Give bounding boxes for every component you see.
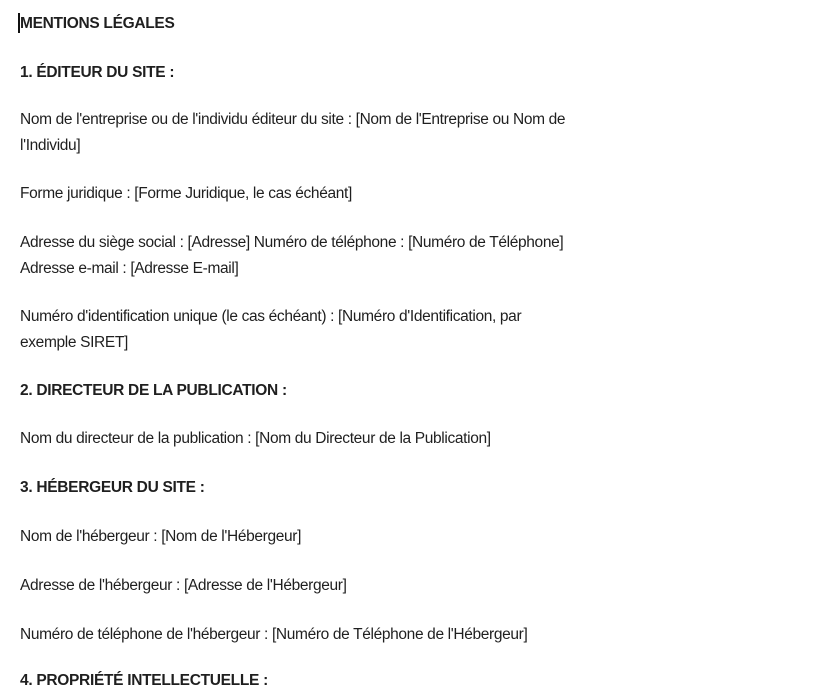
paragraph-line: Numéro de téléphone de l'hébergeur : [Numéro de Téléphone de l'Hébergeur]: [20, 626, 528, 643]
section-heading-propriete: 4. PROPRIÉTÉ INTELLECTUELLE :: [20, 672, 268, 688]
paragraph-line: Nom de l'entreprise ou de l'individu éditeur du site : [Nom de l'Entreprise ou Nom de: [20, 111, 566, 128]
section-heading-directeur: 2. DIRECTEUR DE LA PUBLICATION :: [20, 382, 287, 399]
paragraph-line: Adresse e-mail : [Adresse E-mail]: [20, 260, 239, 277]
document-title: MENTIONS LÉGALES: [20, 15, 175, 32]
section-heading-editeur: 1. ÉDITEUR DU SITE :: [20, 64, 175, 81]
paragraph-line: Adresse de l'hébergeur : [Adresse de l'Hébergeur]: [20, 577, 347, 594]
paragraph-line: Numéro d'identification unique (le cas échéant) : [Numéro d'Identification, par: [20, 308, 522, 325]
paragraph-line: Forme juridique : [Forme Juridique, le cas échéant]: [20, 185, 352, 202]
paragraph-line: Adresse du siège social : [Adresse] Numéro de téléphone : [Numéro de Téléphone]: [20, 234, 564, 251]
section-heading-hebergeur: 3. HÉBERGEUR DU SITE :: [20, 479, 205, 496]
paragraph-line: Nom de l'hébergeur : [Nom de l'Hébergeur]: [20, 528, 302, 545]
paragraph-line: l'Individu]: [20, 137, 81, 154]
paragraph-line: Nom du directeur de la publication : [Nom du Directeur de la Publication]: [20, 430, 491, 447]
paragraph-line: exemple SIRET]: [20, 334, 128, 351]
